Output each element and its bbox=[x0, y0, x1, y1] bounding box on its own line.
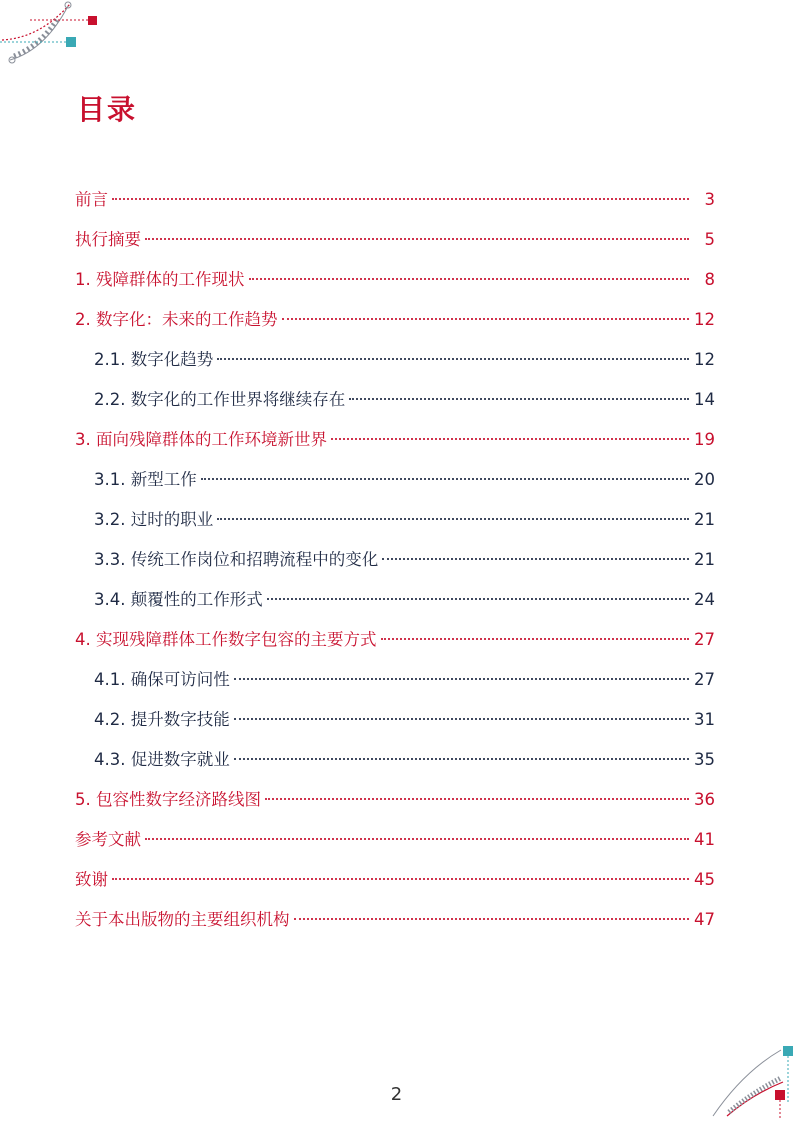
toc-entry-page: 24 bbox=[694, 590, 715, 609]
toc-leader-dots bbox=[145, 238, 689, 240]
toc-leader-dots bbox=[267, 598, 689, 600]
toc-entry-page: 21 bbox=[694, 550, 715, 569]
toc-entry-page: 14 bbox=[694, 390, 715, 409]
toc-leader-dots bbox=[112, 198, 689, 200]
toc-entry-label: 4.1. 确保可访问性 bbox=[94, 670, 230, 689]
toc-entry-page: 19 bbox=[694, 430, 715, 449]
toc-entry-label: 2.1. 数字化趋势 bbox=[94, 350, 214, 369]
toc-entry-label: 1. 残障群体的工作现状 bbox=[75, 270, 245, 289]
toc-entry[interactable] bbox=[75, 742, 715, 782]
toc-leader-dots bbox=[381, 638, 690, 640]
toc-entry[interactable] bbox=[75, 502, 715, 542]
toc-entry[interactable] bbox=[75, 342, 715, 382]
toc-entry[interactable] bbox=[75, 622, 715, 662]
toc-entry-page: 27 bbox=[694, 670, 715, 689]
toc-leader-dots bbox=[201, 478, 689, 480]
toc-entry-label: 3.4. 颠覆性的工作形式 bbox=[94, 590, 263, 609]
toc-entry[interactable] bbox=[75, 422, 715, 462]
toc-entry-page: 27 bbox=[694, 630, 715, 649]
toc-leader-dots bbox=[234, 678, 689, 680]
toc-entry-page: 5 bbox=[704, 230, 715, 249]
toc-entry-page: 41 bbox=[694, 830, 715, 849]
toc-leader-dots bbox=[234, 718, 689, 720]
toc-entry[interactable] bbox=[75, 702, 715, 742]
toc-entry[interactable] bbox=[75, 462, 715, 502]
toc-leader-dots bbox=[234, 758, 689, 760]
toc-entry-label: 4.3. 促进数字就业 bbox=[94, 750, 230, 769]
toc-entry[interactable] bbox=[75, 662, 715, 702]
toc-leader-dots bbox=[217, 518, 689, 520]
toc-entry-label: 4. 实现残障群体工作数字包容的主要方式 bbox=[75, 630, 377, 649]
toc-entry-label: 5. 包容性数字经济路线图 bbox=[75, 790, 261, 809]
toc-entry-page: 45 bbox=[694, 870, 715, 889]
toc-entry-page: 8 bbox=[704, 270, 715, 289]
toc-entry[interactable] bbox=[75, 902, 715, 942]
toc-entry-page: 31 bbox=[694, 710, 715, 729]
toc-entry[interactable] bbox=[75, 862, 715, 902]
toc-entry-page: 47 bbox=[694, 910, 715, 929]
toc-leader-dots bbox=[145, 838, 689, 840]
toc-entry-label: 关于本出版物的主要组织机构 bbox=[75, 910, 290, 929]
page-title: 目录 bbox=[77, 93, 138, 126]
bottom-right-ornament bbox=[703, 1042, 793, 1122]
toc-entry-label: 前言 bbox=[75, 190, 108, 209]
toc-entry-label: 3.1. 新型工作 bbox=[94, 470, 197, 489]
toc-leader-dots bbox=[112, 878, 689, 880]
toc-entry-page: 35 bbox=[694, 750, 715, 769]
toc-entry[interactable] bbox=[75, 222, 715, 262]
top-left-ornament bbox=[0, 0, 110, 70]
toc-entry[interactable] bbox=[75, 822, 715, 862]
toc-entry-label: 执行摘要 bbox=[75, 230, 141, 249]
toc-leader-dots bbox=[294, 918, 690, 920]
toc-entry-page: 20 bbox=[694, 470, 715, 489]
toc-leader-dots bbox=[349, 398, 689, 400]
toc-entry-page: 21 bbox=[694, 510, 715, 529]
toc-entry-page: 36 bbox=[694, 790, 715, 809]
toc-entry-label: 3.2. 过时的职业 bbox=[94, 510, 214, 529]
toc-entry[interactable] bbox=[75, 382, 715, 422]
toc-entry-page: 12 bbox=[694, 350, 715, 369]
toc-entry-label: 3. 面向残障群体的工作环境新世界 bbox=[75, 430, 327, 449]
toc-entry-label: 3.3. 传统工作岗位和招聘流程中的变化 bbox=[94, 550, 379, 569]
toc-entry-label: 参考文献 bbox=[75, 830, 141, 849]
toc-leader-dots bbox=[249, 278, 690, 280]
toc-entry-label: 2.2. 数字化的工作世界将继续存在 bbox=[94, 390, 346, 409]
toc-entry[interactable] bbox=[75, 582, 715, 622]
toc-leader-dots bbox=[382, 558, 689, 560]
table-of-contents bbox=[75, 182, 715, 942]
toc-leader-dots bbox=[217, 358, 689, 360]
toc-leader-dots bbox=[282, 318, 690, 320]
toc-leader-dots bbox=[331, 438, 689, 440]
toc-entry[interactable] bbox=[75, 182, 715, 222]
toc-entry-label: 2. 数字化：未来的工作趋势 bbox=[75, 310, 278, 329]
page-number: 2 bbox=[390, 1084, 403, 1105]
toc-entry[interactable] bbox=[75, 782, 715, 822]
toc-entry-page: 3 bbox=[704, 190, 715, 209]
toc-entry[interactable] bbox=[75, 302, 715, 342]
toc-entry-label: 致谢 bbox=[75, 870, 108, 889]
toc-entry-page: 12 bbox=[694, 310, 715, 329]
toc-entry-label: 4.2. 提升数字技能 bbox=[94, 710, 230, 729]
toc-entry[interactable] bbox=[75, 262, 715, 302]
toc-entry[interactable] bbox=[75, 542, 715, 582]
toc-leader-dots bbox=[265, 798, 689, 800]
